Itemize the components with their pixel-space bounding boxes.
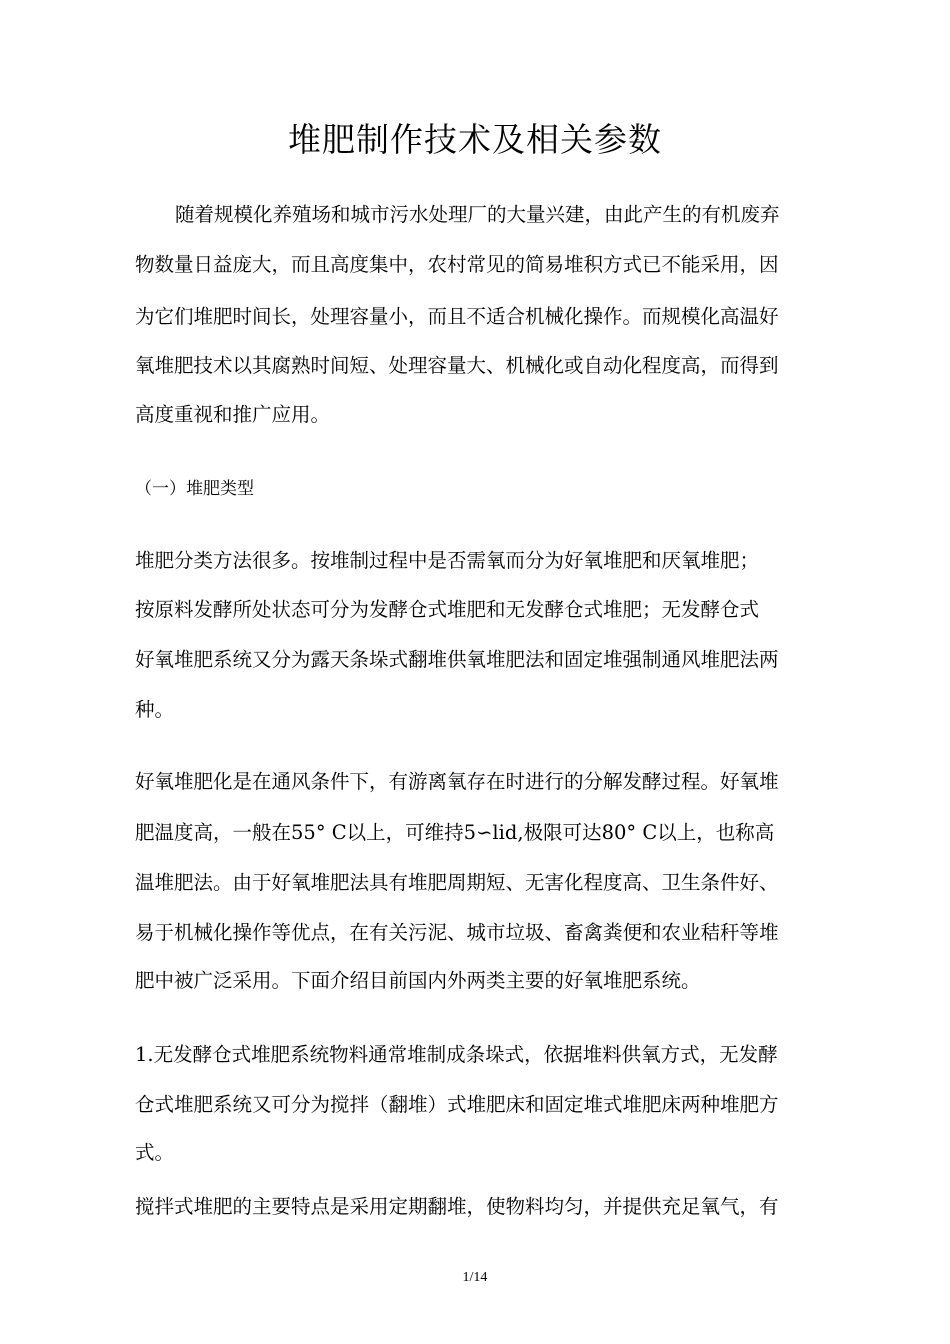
paragraph-line: 按原料发酵所处状态可分为发酵仓式堆肥和无发酵仓式堆肥；无发酵仓式 bbox=[135, 598, 760, 621]
paragraph-line: 搅拌式堆肥的主要特点是采用定期翻堆，使物料均匀，并提供充足氧气，有 bbox=[135, 1195, 779, 1218]
paragraph-line: 为它们堆肥时间长，处理容量小，而且不适合机械化操作。而规模化高温好 bbox=[135, 305, 779, 328]
paragraph-line: 堆肥分类方法很多。按堆制过程中是否需氧而分为好氧堆肥和厌氧堆肥； bbox=[135, 549, 760, 572]
paragraph-line: 物数量日益庞大，而且高度集中，农村常见的简易堆积方式已不能采用，因 bbox=[135, 253, 779, 276]
paragraph-line: 式。 bbox=[135, 1141, 175, 1164]
paragraph-line: 高度重视和推广应用。 bbox=[135, 403, 331, 426]
document-title: 堆肥制作技术及相关参数 bbox=[288, 120, 662, 159]
paragraph-line: 肥中被广泛采用。下面介绍目前国内外两类主要的好氧堆肥系统。 bbox=[135, 969, 701, 992]
page-number: 1/14 bbox=[462, 1270, 488, 1285]
paragraph-line: 种。 bbox=[135, 698, 175, 721]
paragraph-line: 随着规模化养殖场和城市污水处理厂的大量兴建，由此产生的有机废弃 bbox=[175, 203, 780, 226]
paragraph-line: 肥温度高，一般在55° C以上，可维持5∽lid,极限可达80° C以上，也称高 bbox=[135, 821, 775, 844]
paragraph-line: 1.无发酵仓式堆肥系统物料通常堆制成条垛式，依据堆料供氧方式，无发酵 bbox=[135, 1043, 778, 1066]
paragraph-line: 温堆肥法。由于好氧堆肥法具有堆肥周期短、无害化程度高、卫生条件好、 bbox=[135, 871, 779, 894]
paragraph-line: 氧堆肥技术以其腐熟时间短、处理容量大、机械化或自动化程度高，而得到 bbox=[135, 354, 779, 377]
section-heading: （一）堆肥类型 bbox=[135, 479, 254, 499]
paragraph-line: 好氧堆肥化是在通风条件下，有游离氧存在时进行的分解发酵过程。好氧堆 bbox=[135, 770, 779, 793]
paragraph-line: 易于机械化操作等优点，在有关污泥、城市垃圾、畜禽粪便和农业秸秆等堆 bbox=[135, 921, 779, 944]
paragraph-line: 好氧堆肥系统又分为露天条垛式翻堆供氧堆肥法和固定堆强制通风堆肥法两 bbox=[135, 648, 779, 671]
paragraph-line: 仓式堆肥系统又可分为搅拌（翻堆）式堆肥床和固定堆式堆肥床两种堆肥方 bbox=[135, 1093, 779, 1116]
